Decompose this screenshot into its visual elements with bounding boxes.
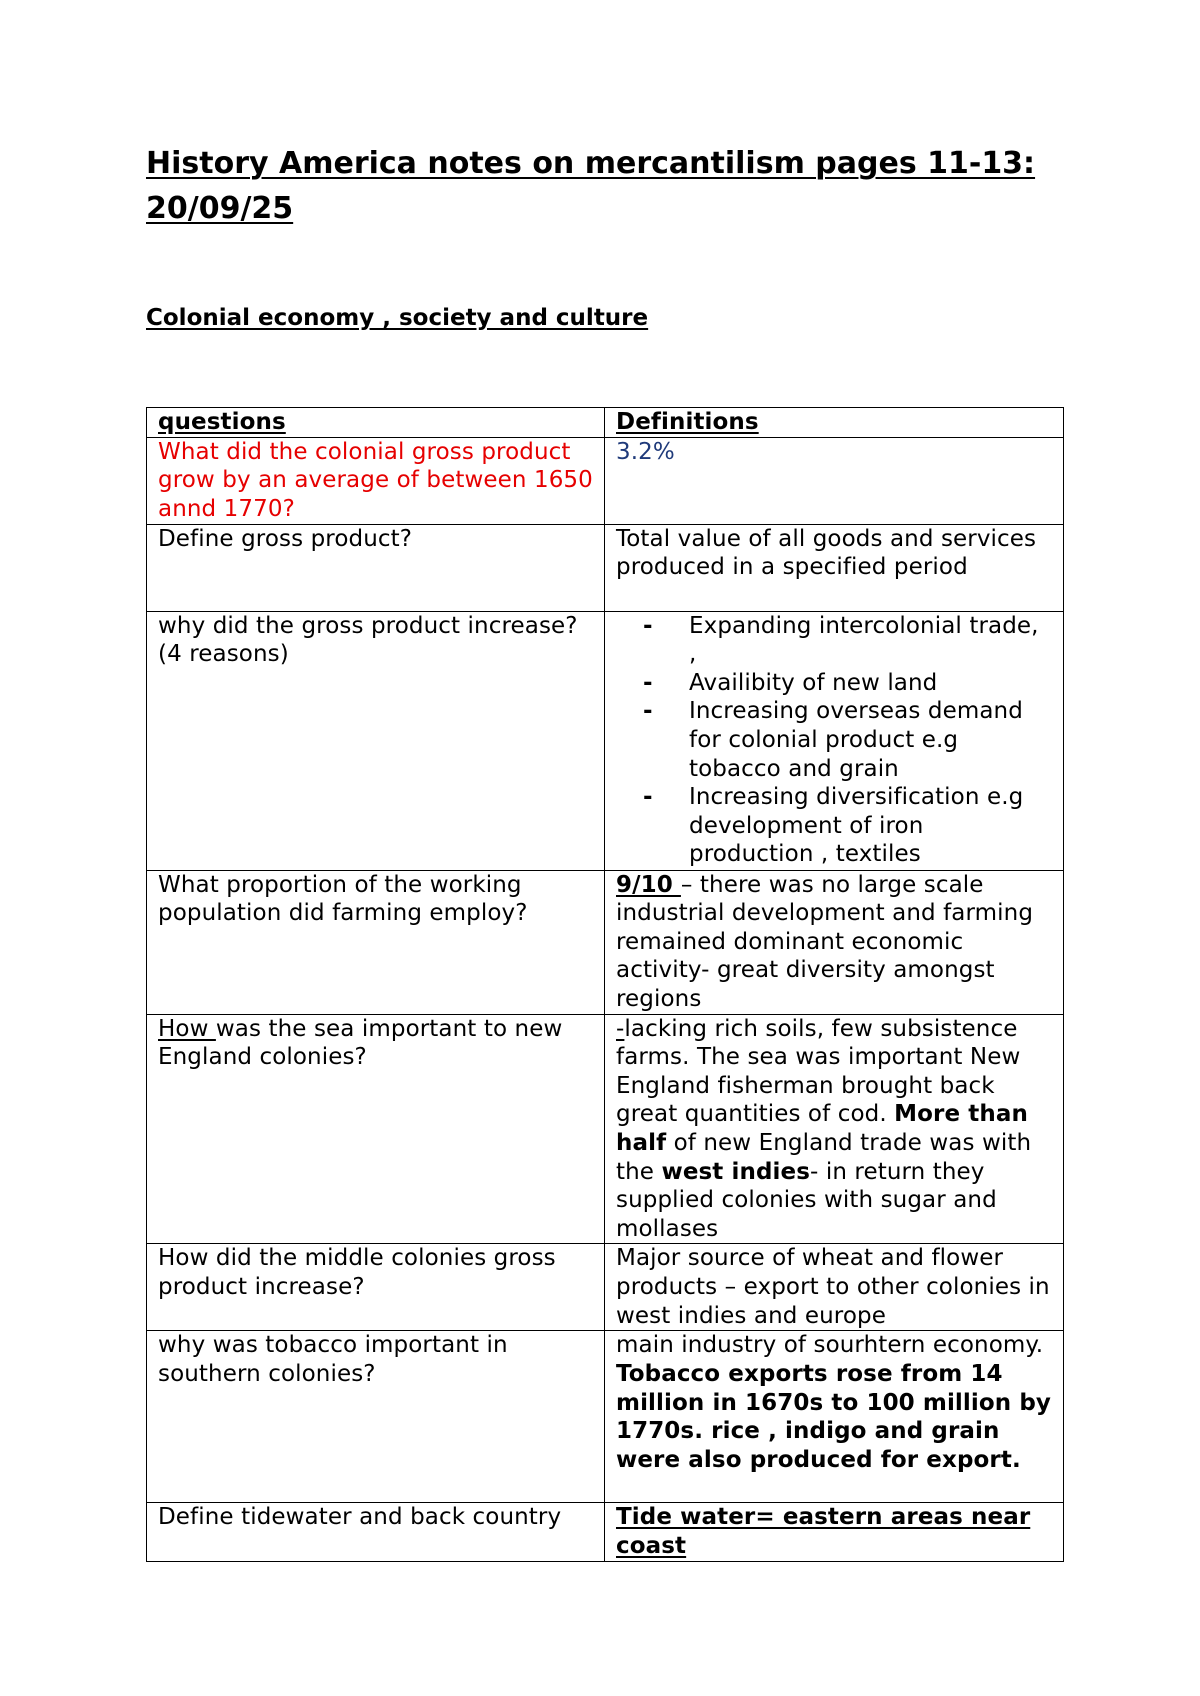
answer-cell: 3.2% bbox=[605, 437, 1064, 524]
question-cell: How was the sea important to new England colonies? bbox=[147, 1014, 605, 1244]
table-row bbox=[147, 1503, 1064, 1561]
list-item: - Increasing diversification e.g development of iron production , textiles bbox=[689, 783, 1053, 869]
header-questions: questions bbox=[147, 408, 605, 438]
table-row bbox=[147, 611, 1064, 870]
question-cell: Define gross product? bbox=[147, 524, 605, 611]
question-cell: Define tidewater and back country bbox=[147, 1503, 605, 1561]
table-header-row bbox=[147, 408, 1064, 438]
list-item: - Expanding intercolonial trade, , bbox=[689, 612, 1053, 669]
answer-cell: 9/10 – there was no large scale industrial development and farming remained dominant economic activity- great diversity amongst regions bbox=[605, 870, 1064, 1014]
answer-cell bbox=[605, 611, 1064, 870]
table-row bbox=[147, 1244, 1064, 1331]
question-cell: What proportion of the working population did farming employ? bbox=[147, 870, 605, 1014]
page-title: History America notes on mercantilism pages 11-13: 20/09/25 bbox=[146, 146, 1036, 226]
answer-cell: Major source of wheat and flower products – export to other colonies in west indies and europe bbox=[605, 1244, 1064, 1331]
table-row bbox=[147, 1331, 1064, 1503]
answer-cell: main industry of sourhtern economy. Tobacco exports rose from 14 million in 1670s to 100 million by 1770s. rice , indigo and grain were also produced for export. bbox=[605, 1331, 1064, 1503]
answer-cell: -lacking rich soils, few subsistence farms. The sea was important New England fisherman brought back great quantities of cod. More than half of new England trade was with the west indies- in return they supplied colonies with sugar and mollases bbox=[605, 1014, 1064, 1244]
table-row bbox=[147, 1014, 1064, 1244]
question-cell: why was tobacco important in southern colonies? bbox=[147, 1331, 605, 1503]
reasons-list bbox=[616, 612, 1053, 869]
question-cell: How did the middle colonies gross product increase? bbox=[147, 1244, 605, 1331]
question-cell: What did the colonial gross product grow by an average of between 1650 annd 1770? bbox=[147, 437, 605, 524]
list-item: - Availibity of new land bbox=[689, 669, 1053, 698]
list-item: - Increasing overseas demand for colonial product e.g tobacco and grain bbox=[689, 697, 1053, 783]
table-row bbox=[147, 870, 1064, 1014]
table-row bbox=[147, 437, 1064, 524]
section-subtitle: Colonial economy , society and culture bbox=[146, 305, 649, 331]
answer-cell: Tide water= eastern areas near coast bbox=[605, 1503, 1064, 1561]
question-cell: why did the gross product increase?(4 reasons) bbox=[147, 611, 605, 870]
table-row bbox=[147, 524, 1064, 611]
notes-table bbox=[146, 407, 1064, 1562]
answer-cell: Total value of all goods and services produced in a specified period bbox=[605, 524, 1064, 611]
header-definitions: Definitions bbox=[605, 408, 1064, 438]
